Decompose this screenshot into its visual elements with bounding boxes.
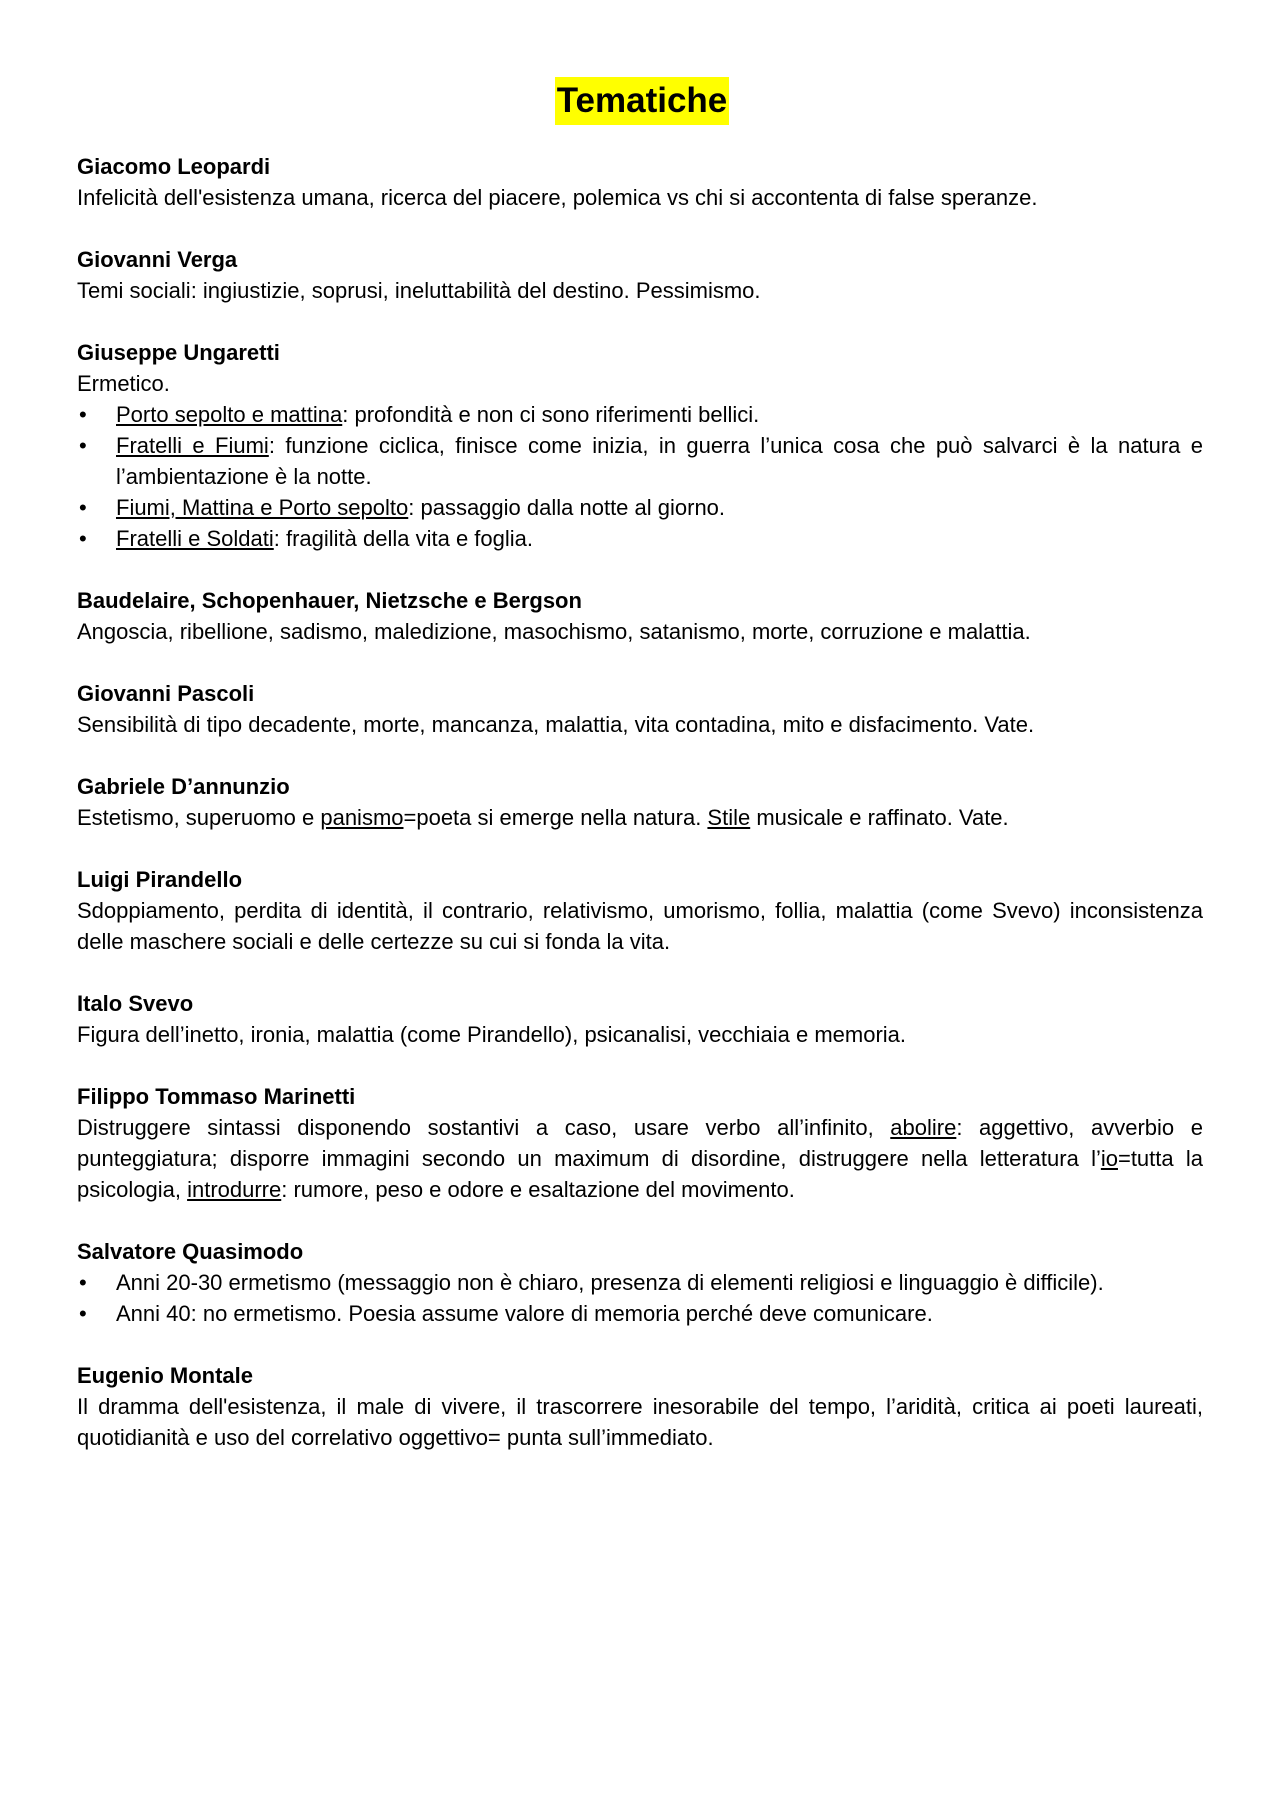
author-heading: Giuseppe Ungaretti (77, 340, 280, 365)
bullet-icon: • (79, 1270, 87, 1295)
underlined-term: io (1100, 1146, 1118, 1171)
section-text: Ermetico. (77, 371, 170, 396)
section-svevo (77, 988, 1203, 1050)
list-item-text: : fragilità della vita e foglia. (273, 526, 534, 551)
section-pirandello (77, 864, 1203, 957)
list-item-text: : profondità e non ci sono riferimenti bellici. (342, 402, 760, 427)
author-heading: Giacomo Leopardi (77, 154, 271, 179)
section-text: Temi sociali: ingiustizie, soprusi, ineluttabilità del destino. Pessimismo. (77, 278, 761, 303)
author-heading: Luigi Pirandello (77, 867, 243, 892)
section-montale (77, 1360, 1203, 1453)
underlined-term: abolire (890, 1115, 957, 1140)
list-item (77, 399, 1203, 430)
section-leopardi (77, 151, 1203, 213)
text-run: Estetismo, superuomo e (77, 805, 321, 830)
author-heading: Baudelaire, Schopenhauer, Nietzsche e Bergson (77, 588, 582, 613)
work-title: Porto sepolto e mattina (116, 402, 343, 427)
section-text: Sdoppiamento, perdita di identità, il contrario, relativismo, umorismo, follia, malattia (come Svevo) inconsistenza delle maschere sociali e delle certezze su cui si fonda la vita. (77, 898, 1203, 954)
section-text: Infelicità dell'esistenza umana, ricerca del piacere, polemica vs chi si accontenta di false speranze. (77, 185, 1038, 210)
text-run: Distruggere sintassi disponendo sostantivi a caso, usare verbo all’infinito, (77, 1115, 891, 1140)
bullet-icon: • (79, 495, 87, 520)
text-run: : rumore, peso e odore e esaltazione del movimento. (281, 1177, 795, 1202)
text-run: : aggettivo, avverbio e punteggiatura; disporre immagini secondo un maximum di disordine, distruggere nella letteratura l’ (77, 1115, 1203, 1171)
text-run: musicale e raffinato. Vate. (750, 805, 1009, 830)
bullet-icon: • (79, 402, 87, 427)
section-text: Figura dell’inetto, ironia, malattia (come Pirandello), psicanalisi, vecchiaia e memoria. (77, 1022, 907, 1047)
underlined-term: introdurre (187, 1177, 282, 1202)
list-item-text: : passaggio dalla notte al giorno. (408, 495, 726, 520)
section-dannunzio (77, 771, 1203, 833)
author-heading: Filippo Tommaso Marinetti (77, 1084, 356, 1109)
section-text: Sensibilità di tipo decadente, morte, mancanza, malattia, vita contadina, mito e disfacimento. Vate. (77, 712, 1035, 737)
section-text (77, 1112, 1203, 1205)
underlined-term: Stile (707, 805, 751, 830)
list-item-text: : funzione ciclica, finisce come inizia, in guerra l’unica cosa che può salvarci è la natura e l’ambientazione è la notte. (116, 433, 1204, 489)
text-run: =poeta si emerge nella natura. (403, 805, 708, 830)
bullet-icon: • (79, 1301, 87, 1326)
section-ungaretti (77, 337, 1203, 554)
author-heading: Giovanni Pascoli (77, 681, 255, 706)
title-wrap (77, 77, 1203, 125)
list-item (77, 1298, 1203, 1329)
list-item-text: Anni 20-30 ermetismo (messaggio non è chiaro, presenza di elementi religiosi e linguaggio è difficile). (116, 1270, 1104, 1295)
work-title: Fratelli e Soldati (116, 526, 274, 551)
section-baudelaire (77, 585, 1203, 647)
section-verga (77, 244, 1203, 306)
list-item (77, 430, 1203, 492)
section-text (77, 802, 1203, 833)
page-title: Tematiche (555, 77, 730, 125)
section-text: Il dramma dell'esistenza, il male di vivere, il trascorrere inesorabile del tempo, l’aridità, critica ai poeti laureati, quotidianità e uso del correlativo oggettivo= punta sull’immediato. (77, 1394, 1203, 1450)
bullet-icon: • (79, 526, 87, 551)
list-item-text: Anni 40: no ermetismo. Poesia assume valore di memoria perché deve comunicare. (116, 1301, 933, 1326)
author-heading: Eugenio Montale (77, 1363, 253, 1388)
work-title: Fratelli e Fiumi (116, 433, 269, 458)
list-item (77, 523, 1203, 554)
list-item (77, 492, 1203, 523)
author-heading: Italo Svevo (77, 991, 194, 1016)
section-quasimodo (77, 1236, 1203, 1329)
text-run: =tutta la psicologia, (77, 1146, 1204, 1202)
author-heading: Salvatore Quasimodo (77, 1239, 304, 1264)
bullet-list (77, 399, 1203, 554)
bullet-list (77, 1267, 1203, 1329)
work-title: Fiumi, Mattina e Porto sepolto (116, 495, 409, 520)
bullet-icon: • (79, 433, 87, 458)
author-heading: Giovanni Verga (77, 247, 238, 272)
section-text: Angoscia, ribellione, sadismo, maledizione, masochismo, satanismo, morte, corruzione e malattia. (77, 619, 1031, 644)
underlined-term: panismo (320, 805, 404, 830)
section-pascoli (77, 678, 1203, 740)
list-item (77, 1267, 1203, 1298)
section-marinetti (77, 1081, 1203, 1205)
author-heading: Gabriele D’annunzio (77, 774, 290, 799)
